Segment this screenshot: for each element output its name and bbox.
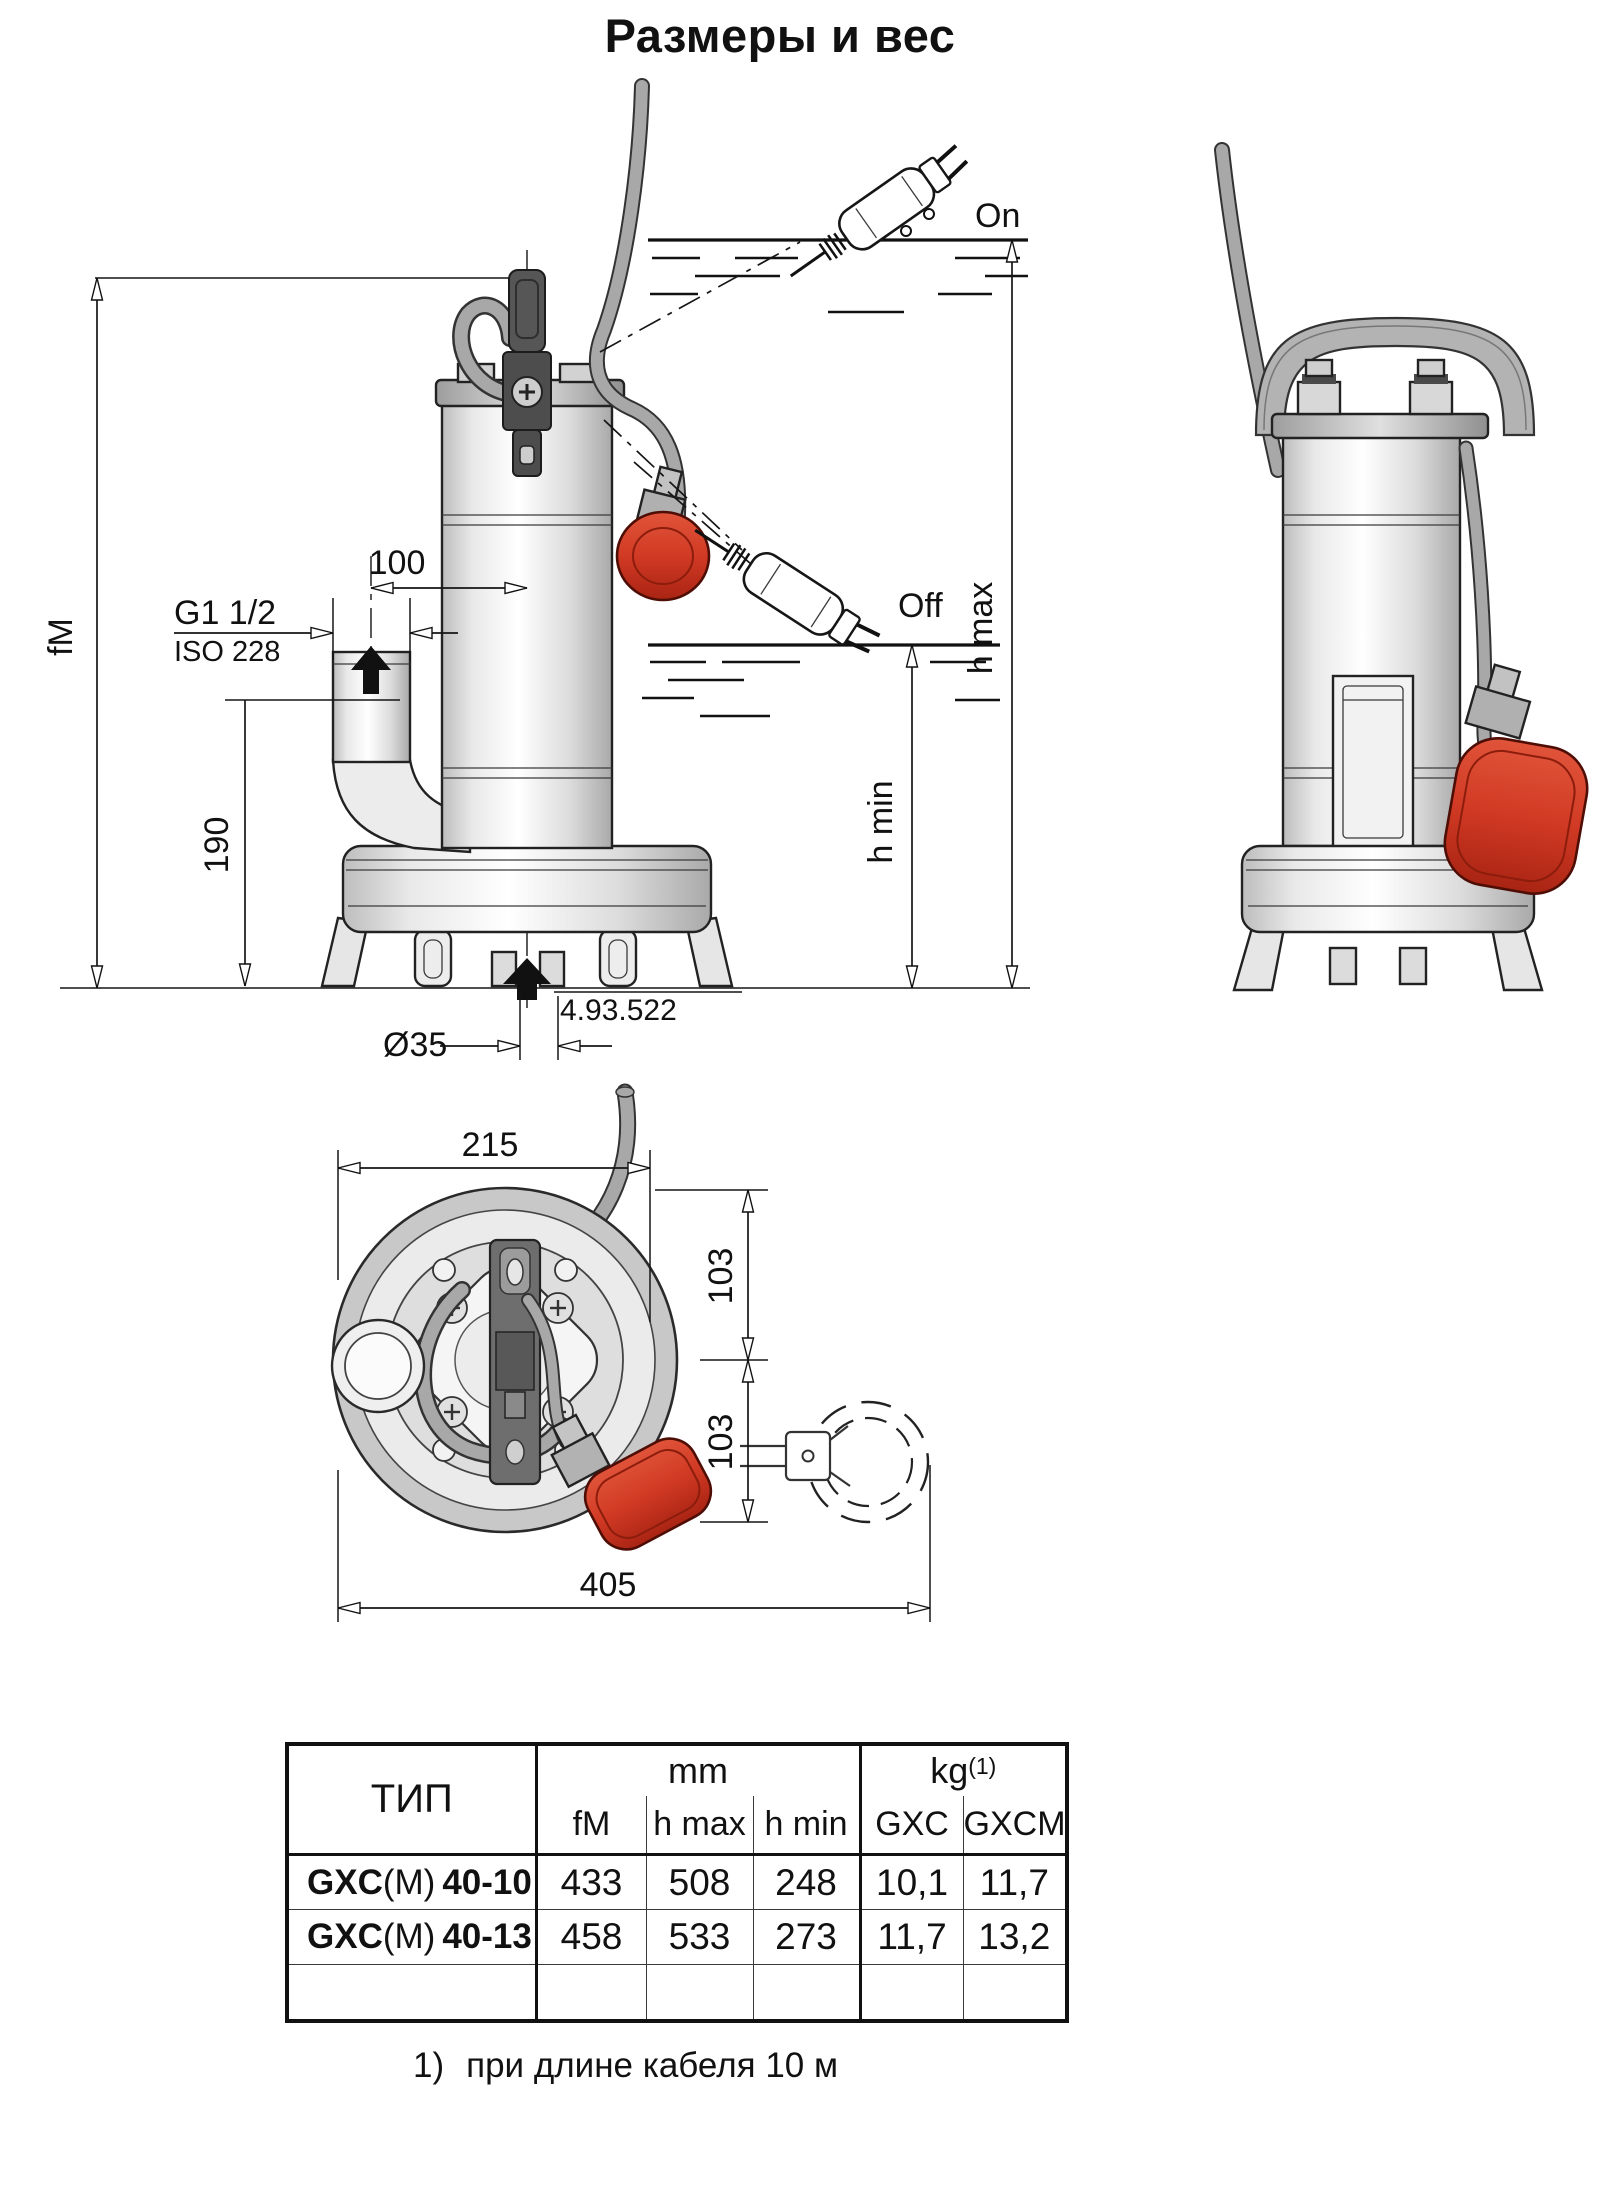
model-suffix: 40-10 <box>442 1862 532 1902</box>
group-kg-label: kg <box>930 1750 969 1791</box>
drawing-code <box>554 992 742 1027</box>
dim-label-fm: fM <box>42 618 80 656</box>
dim-label-215: 215 <box>461 1126 519 1164</box>
table-subheader-gxc: GXC <box>860 1796 963 1855</box>
table-cell-kg-gxcm: 11,7 <box>963 1855 1067 1910</box>
group-mm-label: mm <box>668 1750 728 1791</box>
model-suffix: 40-13 <box>442 1917 532 1956</box>
dim-label-405: 405 <box>579 1566 637 1604</box>
dim-label-103-lower: 103 <box>702 1413 740 1471</box>
table-cell-empty <box>753 1965 860 2021</box>
table-cell-model <box>287 1855 536 1910</box>
table-group-kg <box>860 1744 1067 1796</box>
table-cell-hmax: 533 <box>646 1910 753 1965</box>
label-off: Off <box>898 587 943 625</box>
table-subheader-hmin: h min <box>753 1796 860 1855</box>
dim-label-diameter: Ø35 <box>383 1026 448 1064</box>
table-subheader-hmax: h max <box>646 1796 753 1855</box>
side-discharge-port <box>1333 676 1413 848</box>
table-cell-hmin: 273 <box>753 1910 860 1965</box>
float-switch-on-position <box>778 137 975 293</box>
table-cell-fm: 458 <box>536 1910 646 1965</box>
table-cell-kg-gxc: 11,7 <box>860 1910 963 1965</box>
dim-h-min <box>862 645 912 988</box>
dim-label-190: 190 <box>198 816 236 874</box>
dim-label-h-min: h min <box>862 780 900 864</box>
top-discharge-port <box>332 1320 424 1412</box>
pump-volute-casing <box>343 846 711 932</box>
table-cell-kg-gxcm: 13,2 <box>963 1910 1067 1965</box>
water-ripples-off <box>642 662 1000 716</box>
water-ripples-on <box>650 258 1028 312</box>
side-view-pump <box>1222 150 1594 990</box>
group-kg-footnote-ref: (1) <box>968 1753 997 1779</box>
footnote-text: при длине кабеля 10 м <box>466 2046 839 2085</box>
model-mid: (M) <box>382 1917 436 1956</box>
top-float-alternate-position <box>740 1402 928 1522</box>
thread-standard-label: ISO 228 <box>174 636 281 668</box>
table-cell-empty <box>646 1965 753 2021</box>
top-view-pump <box>332 1087 930 1622</box>
footnote <box>413 2046 838 2086</box>
table-cell-empty <box>536 1965 646 2021</box>
table-cell-empty <box>963 1965 1067 2021</box>
table-cell-fm: 433 <box>536 1855 646 1910</box>
side-base-feet <box>1234 928 1542 990</box>
drawing-code-label: 4.93.522 <box>560 994 677 1027</box>
dim-label-h-max: h max <box>962 581 1000 675</box>
dim-label-100: 100 <box>368 544 426 582</box>
top-handle-bracket <box>490 1240 540 1484</box>
thread-label: G1 1/2 <box>174 594 277 632</box>
float-pivot-dot <box>924 209 934 219</box>
table-cell-kg-gxc: 10,1 <box>860 1855 963 1910</box>
dimensions-table <box>285 1742 1069 2023</box>
label-on: On <box>975 197 1021 235</box>
table-group-mm <box>536 1744 860 1796</box>
page-title: Размеры и вес <box>604 9 956 62</box>
table-subheader-gxcm: GXCM <box>963 1796 1067 1855</box>
table-cell-empty <box>860 1965 963 2021</box>
model-prefix: GXC <box>307 1862 383 1902</box>
dim-thread <box>174 594 458 668</box>
footnote-marker: 1) <box>413 2046 445 2085</box>
table-subheader-fm: fM <box>536 1796 646 1855</box>
float-switch-off-position <box>683 512 885 664</box>
table-cell-empty <box>287 1965 536 2021</box>
table-row <box>287 1855 1067 1910</box>
dim-label-103-upper: 103 <box>702 1247 740 1305</box>
model-mid: (M) <box>382 1862 436 1902</box>
model-prefix: GXC <box>307 1917 383 1956</box>
table-cell-hmax: 508 <box>646 1855 753 1910</box>
dim-h-max <box>962 240 1012 988</box>
table-header-type: ТИП <box>287 1744 536 1855</box>
table-cell-model <box>287 1910 536 1965</box>
table-row <box>287 1910 1067 1965</box>
float-switch-front <box>617 464 709 600</box>
table-row-empty <box>287 1965 1067 2021</box>
side-float-switch <box>1438 661 1594 900</box>
table-cell-hmin: 248 <box>753 1855 860 1910</box>
float-pivot-dot <box>901 226 911 236</box>
